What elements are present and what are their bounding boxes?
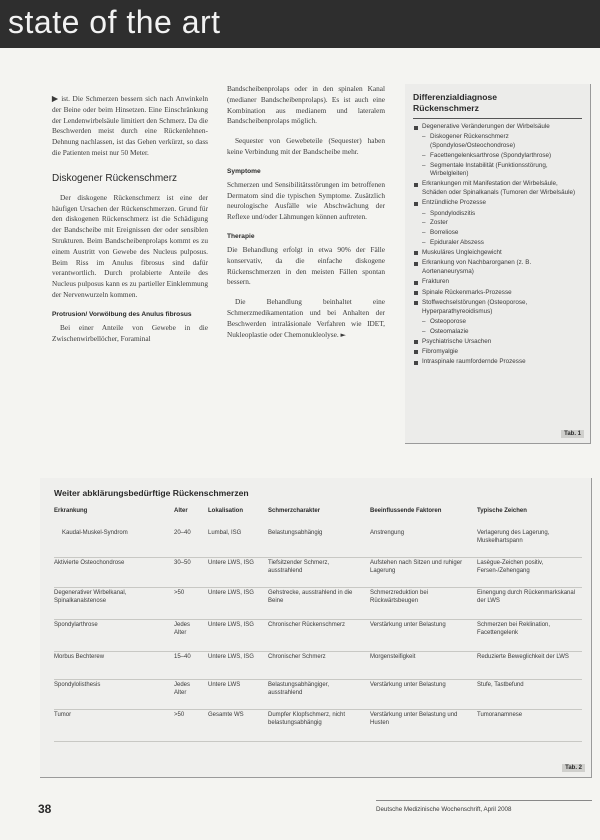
sidebar-list-item: Intraspinale raumfordernde Prozesse bbox=[413, 358, 582, 367]
divider bbox=[376, 800, 592, 801]
sidebar-sub-item: – Diskogener Rückenschmerz (Spondylose/Osteochondrose) bbox=[413, 133, 582, 151]
table-box bbox=[40, 478, 592, 778]
table-cell: Verstärkung unter Belastung bbox=[370, 622, 446, 628]
table-row bbox=[40, 712, 592, 742]
tab-label: Tab. 1 bbox=[561, 430, 584, 438]
sidebar-sub-item: – Segmentale Instabilität (Funktionsstörung, Wirbelgleiten) bbox=[413, 162, 582, 180]
table-cell: >50 bbox=[174, 712, 185, 718]
footer-info: Deutsche Medizinische Wochenschrift, April 2008 bbox=[376, 806, 512, 813]
table-cell: Jedes Alter bbox=[174, 682, 191, 696]
sidebar-list-item: Degenerative Veränderungen der Wirbelsäule bbox=[413, 123, 582, 132]
table-row bbox=[40, 682, 592, 710]
page-number: 38 bbox=[38, 802, 52, 816]
sidebar-list-item: Muskuläres Ungleichgewicht bbox=[413, 249, 582, 258]
paragraph: Bandscheibenprolaps oder in den spinalen Kanal (medianer Bandscheibenprolaps). Es ist auch eine Kombination aus medianem und lateralem Bandscheibenprolaps möglich. bbox=[227, 84, 385, 126]
section-heading: Diskogener Rückenschmerz bbox=[52, 172, 178, 184]
sidebar-list-item: Erkrankung von Nachbarorganen (z. B. Aortenaneurysma) bbox=[413, 259, 582, 277]
table-cell: Kaudal-Muskel-Syndrom bbox=[62, 530, 128, 536]
sidebar-sub-item: – Osteomalazie bbox=[413, 328, 582, 337]
column-header: Beeinflussende Faktoren bbox=[370, 508, 442, 514]
sidebar-title: Differenzialdiagnose Rückenschmerz bbox=[413, 92, 498, 113]
paragraph: Bei einer Anteile von Gewebe in die Zwischenwirbellöcher, Foraminal bbox=[52, 322, 208, 343]
column-header: Lokalisation bbox=[208, 508, 244, 514]
table-cell: 30–50 bbox=[174, 560, 191, 566]
table-cell: Chronischer Schmerz bbox=[268, 654, 326, 660]
table-cell: Lumbal, ISG bbox=[208, 530, 242, 536]
sidebar-sub-item: – Facettengelenksarthrose (Spondylarthrose) bbox=[413, 152, 582, 161]
subheading-therapie: Therapie bbox=[227, 232, 255, 240]
table-cell: Tumoranamnese bbox=[477, 712, 523, 718]
table-row bbox=[40, 560, 592, 588]
sidebar-list bbox=[413, 123, 582, 367]
sidebar-sub-item: – Epiduraler Abszess bbox=[413, 239, 582, 248]
table-cell: Belastungsabhängiger, ausstrahlend bbox=[268, 682, 330, 696]
paragraph: Sequester von Gewebeteile (Sequester) haben keine Verbindung mit der Bandscheibe mehr. bbox=[227, 136, 385, 156]
table-cell: Tiefsitzender Schmerz, ausstrahlend bbox=[268, 560, 330, 574]
table-row bbox=[40, 530, 592, 558]
sidebar-list-item: Fibromyalgie bbox=[413, 348, 582, 357]
table-cell: Untere LWS, ISG bbox=[208, 560, 254, 566]
sidebar-list-item: Entzündliche Prozesse bbox=[413, 199, 582, 208]
table-cell: Untere LWS bbox=[208, 682, 241, 688]
table-cell: Untere LWS, ISG bbox=[208, 622, 254, 628]
table-header bbox=[40, 508, 592, 522]
sidebar-sub-item: – Zoster bbox=[413, 219, 582, 228]
subheading: Protrusion/ Vorwölbung des Anulus fibrosus bbox=[52, 310, 192, 318]
paragraph: Schmerzen und Sensibilitätsstörungen im betroffenen Dermatom sind die typischen Symptome. Zusätzlich neurologische Ausfälle wie Abschwächung der Reflexe und/oder Lähmungen können auftreten. bbox=[227, 179, 385, 222]
table-cell: Anstrengung bbox=[370, 530, 405, 536]
table-cell: Untere LWS, ISG bbox=[208, 654, 254, 660]
masthead-title: state of the art bbox=[8, 4, 221, 40]
table-cell: Schmerzreduktion bei Rückwärtsbeugen bbox=[370, 590, 429, 604]
continuation-marker: ▶ bbox=[52, 94, 62, 103]
table-cell: 15–40 bbox=[174, 654, 191, 660]
table-cell: Spondylolisthesis bbox=[54, 682, 101, 688]
table-cell: Lasègue-Zeichen positiv, Fersen-/Zehengang bbox=[477, 560, 544, 574]
table-cell: Spondylarthrose bbox=[54, 622, 98, 628]
paragraph: Die Behandlung beinhaltet eine Schmerzmedikamentation und bei Anhalten der Beschwerden intraläsionale Verfahren wie IDET, Nukleoplastie oder Chemonukleolyse. ► bbox=[227, 297, 385, 339]
text-column-2 bbox=[227, 84, 385, 349]
table-cell: Verstärkung unter Belastung und Husten bbox=[370, 712, 458, 726]
table-title: Weiter abklärungsbedürftige Rückenschmerzen bbox=[54, 488, 249, 498]
intro-paragraph: ▶ ist. Die Schmerzen bessern sich nach Anwinkeln der Beine oder beim Hinsetzen. Eine Einschränkung der Lendenwirbelsäule limitiert den Schmerz. Da die Beschwerden meist durch eine Rückenlehnen-Dehnung nachlassen, ist das Gehen verkürzt, so dass die Patienten meist nur 50 Meter. bbox=[52, 94, 208, 157]
column-header: Schmerzcharakter bbox=[268, 508, 321, 514]
table-cell: Gesamte WS bbox=[208, 712, 244, 718]
sidebar-sub-item: – Osteoporose bbox=[413, 318, 582, 327]
tab-label: Tab. 2 bbox=[562, 764, 585, 772]
column-header: Alter bbox=[174, 508, 188, 514]
divider bbox=[413, 118, 582, 119]
table-cell: Jedes Alter bbox=[174, 622, 191, 636]
table-cell: Einengung durch Rückenmarkskanal der LWS bbox=[477, 590, 576, 604]
table-cell: Verlagerung des Lagerung, Muskelhartspann bbox=[477, 530, 550, 544]
paragraph: Der diskogene Rückenschmerz ist eine der häufigen Ursachen der Rückenschmerzen. Grund für den diskogenen Rückenschmerz ist die Schädigung der Bandscheibe mit Ereignissen der oder sensiblen Strukturen. Beim Bandscheibenprolaps kommt es zu einem Austritt von Gewebe des Nucleus pulposus. Beim Riss im Anulus fibrosus sind dafür verantwortlich. Durch prolabierte Anteile des Nucleus pulposus kann es zu partieller Einklemmung der Nervenwurzeln kommen. bbox=[52, 192, 208, 299]
table-cell: Verstärkung unter Belastung bbox=[370, 682, 446, 688]
sidebar-sub-item: – Spondylodiszitis bbox=[413, 210, 582, 219]
table-cell: Reduzierte Beweglichkeit der LWS bbox=[477, 654, 569, 660]
sidebar-list-item: Psychiatrische Ursachen bbox=[413, 338, 582, 347]
table-cell: Aufstehen nach Sitzen und ruhiger Lagerung bbox=[370, 560, 463, 574]
table-cell: Degenerativer Wirbelkanal, Spinalkanalstenose bbox=[54, 590, 127, 604]
paragraph: Die Behandlung erfolgt in etwa 90% der Fälle konservativ, da die einfache diskogene Rückenschmerzen in den meisten Fällen spontan bessern. bbox=[227, 244, 385, 287]
table-cell: Morbus Bechterew bbox=[54, 654, 105, 660]
table-cell: 20–40 bbox=[174, 530, 191, 536]
table-cell: Belastungsabhängig bbox=[268, 530, 323, 536]
continue-arrow-icon: ► bbox=[340, 330, 346, 339]
subheading-symptome: Symptome bbox=[227, 167, 261, 175]
table-cell: Gehstrecke, ausstrahlend in die Beine bbox=[268, 590, 353, 604]
table-row bbox=[40, 590, 592, 620]
table-cell: >50 bbox=[174, 590, 185, 596]
table-cell: Morgensteifigkeit bbox=[370, 654, 416, 660]
sidebar-list-item: Spinale Rückenmarks-Prozesse bbox=[413, 289, 582, 298]
sidebar-list-item: Stoffwechselstörungen (Osteoporose, Hyperparathyreoidismus) bbox=[413, 299, 582, 317]
table-cell: Schmerzen bei Reklination, Facettengelenk bbox=[477, 622, 551, 636]
table-cell: Untere LWS, ISG bbox=[208, 590, 254, 596]
table-cell: Tumor bbox=[54, 712, 72, 718]
sidebar-sub-item: – Borreliose bbox=[413, 229, 582, 238]
table-row bbox=[40, 654, 592, 680]
sidebar-list-item: Frakturen bbox=[413, 278, 582, 287]
text-column-1 bbox=[52, 94, 208, 353]
table-cell: Dumpfer Klopfschmerz, nicht belastungsabhängig bbox=[268, 712, 346, 726]
sidebar-box bbox=[405, 84, 591, 444]
sidebar-list-item: Erkrankungen mit Manifestation der Wirbelsäule, Schäden oder Spinalkanals (Tumoren der Wirbelsäule) bbox=[413, 180, 582, 198]
column-header: Erkrankung bbox=[54, 508, 88, 514]
table-row bbox=[40, 622, 592, 652]
column-header: Typische Zeichen bbox=[477, 508, 527, 514]
table-cell: Chronischer Rückenschmerz bbox=[268, 622, 346, 628]
table-cell: Aktivierte Osteochondrose bbox=[54, 560, 125, 566]
table-cell: Stufe, Tastbefund bbox=[477, 682, 524, 688]
masthead bbox=[0, 0, 600, 48]
